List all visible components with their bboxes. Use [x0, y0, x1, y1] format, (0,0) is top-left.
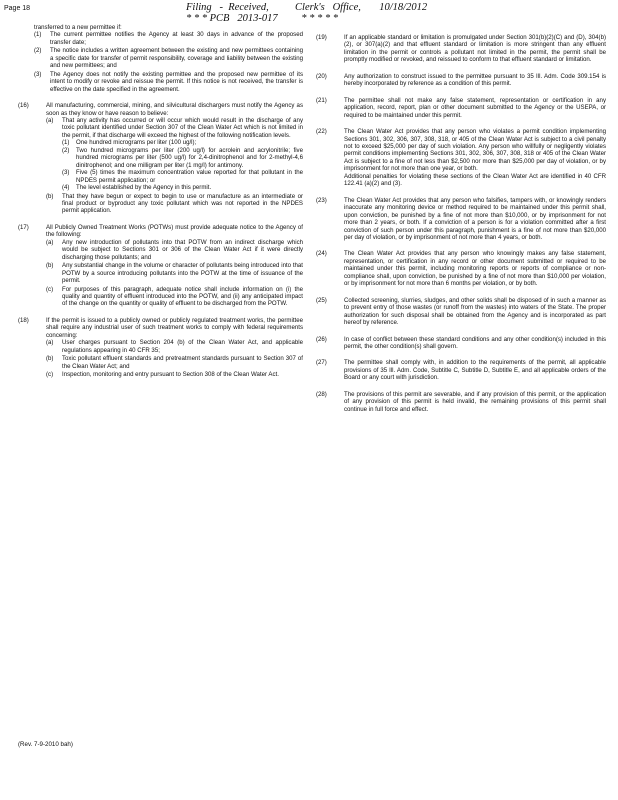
condition-16: [18, 102, 303, 215]
item-text: That any activity has occurred or will occur which would result in the discharge of any toxic pollutant identified under Section 307 of the Clean Water Act which is not limited in the permit, if that discharge will exceed the highest of the following notification levels.: [62, 116, 303, 139]
item-text: That they have begun or expect to begin to use or manufacture as an intermediate or final product or byproduct any toxic pollutant which was not reported in the NPDES permit application.: [62, 192, 303, 215]
condition-28: [316, 391, 606, 413]
item-text: The Clean Water Act provides that any person who falsifies, tampers with, or knowingly renders inaccurate any monitoring device or method required to be maintained under this permit shall, upon conviction, be punished by a fine of not more than $10,000, or by imprisonment for not more than 2 years, or both. If a conviction of a person is for a violation committed after a first conviction of such person under this paragraph, punishment is a fine of not more than $20,000 per day of violation, or by imprisonment of not more than 4 years, or both.: [344, 196, 606, 241]
item-number: (a): [46, 238, 54, 246]
condition-21: [316, 97, 606, 119]
condition-27: [316, 359, 606, 381]
item-number: (c): [46, 371, 54, 379]
item-number: (25): [316, 296, 327, 304]
condition-20: [316, 73, 606, 88]
item-number: (24): [316, 250, 327, 258]
item-text: Any substantial change in the volume or character of pollutants being introduced into that POTW by a source introducing pollutants into the POTW at the time of issuance of the permit.: [62, 262, 303, 285]
item-text: The Clean Water Act provides that any person who knowingly makes any false statement, representation, or certification in any record or other document submitted or required to be maintained under this permit, including monitoring reports or reports of compliance or non-compliance shall, upon conviction, be punished by a fine of not more than $10,000 per violation, or by imprisonment for not more than 6 months per violation, or by both.: [344, 250, 606, 288]
item-text: Inspection, monitoring and entry pursuant to Section 308 of the Clean Water Act.: [62, 371, 279, 379]
item-text: The level established by the Agency in this permit.: [76, 184, 212, 192]
item-number: (b): [46, 355, 54, 363]
condition-22: [316, 128, 606, 188]
condition-19: [316, 34, 606, 64]
item-text-additional: Additional penalties for violating these sections of the Clean Water Act are identified in 40 CFR 122.41 (a)(2) and (3).: [344, 172, 606, 188]
item-text: The Agency does not notify the existing permittee and the proposed new permittee of its intent to modify or revoke and reissue the permit. If this notice is not received, the transfer is effective on the date specified in the agreement.: [50, 70, 303, 93]
item-text: The provisions of this permit are severable, and if any provision of this permit, or the application of any provision of this permit is held invalid, the remaining provisions of this permit shall continue in full force and effect.: [344, 390, 606, 413]
item-number: (26): [316, 335, 327, 343]
item-number: (a): [46, 339, 54, 347]
filing-stamp-case: * * * PCB 2013-017 * * * * *: [186, 13, 338, 24]
list-item: [34, 47, 303, 69]
condition-18: [18, 317, 303, 379]
item-text: The permittee shall comply with, in addition to the requirements of the permit, all applicable provisions of 35 Ill. Adm. Code, Subtitle C, Subtitle D, Subtitle E, and all applicable orders of the Board or any court with jurisdiction.: [344, 359, 606, 382]
item-text: Five (5) times the maximum concentration value reported for that pollutant in the NPDES permit application; or: [76, 169, 303, 184]
list-item: [46, 239, 303, 261]
list-item: [62, 184, 303, 191]
item-number: (18): [18, 316, 29, 324]
list-item: [46, 262, 303, 284]
item-text: The current permittee notifies the Agency at least 30 days in advance of the proposed transfer date;: [50, 31, 303, 46]
transfer-list: [18, 31, 303, 93]
page-number: Page 18: [4, 5, 31, 12]
item-number: (21): [316, 96, 327, 104]
condition-23: [316, 197, 606, 242]
item-number: (c): [46, 285, 54, 293]
condition-26: [316, 336, 606, 351]
item-text: If the permit is issued to a publicly owned or publicly regulated treatment works, the permittee shall require any industrial user of such treatment works to comply with federal requirements concerning:: [46, 316, 303, 339]
right-column: [316, 18, 606, 422]
list-item: [62, 169, 303, 184]
item-text: Two hundred micrograms per liter (200 ug/l) for acrolein and acrylonitrile; five hundred micrograms per liter (500 ug/l) for 2,4-dinitrophenol and for 2-methyl-4,6 dinitrophenol; and one milligram per liter (1 mg/l) for antimony.: [76, 146, 303, 169]
list-item: [62, 139, 303, 146]
list-item: [46, 339, 303, 354]
item-number: (3): [34, 70, 42, 78]
item-text: All manufacturing, commercial, mining, and silvicultural dischargers must notify the Agency as soon as they know or have reason to believe:: [46, 102, 303, 117]
item-number: (1): [34, 31, 42, 39]
item-number: (2): [62, 146, 70, 154]
item-text: Any new introduction of pollutants into that POTW from an indirect discharge which would be subject to Sections 301 or 306 of the Clean Water Act if it were directly discharging those pollutants; and: [62, 238, 303, 261]
list-item: [62, 147, 303, 169]
left-column: [18, 18, 303, 387]
list-item: [46, 371, 303, 378]
condition-25: [316, 297, 606, 327]
item-number: (1): [62, 139, 70, 147]
item-number: (22): [316, 128, 327, 136]
item-number: (3): [62, 169, 70, 177]
item-text: Toxic pollutant effluent standards and pretreatment standards pursuant to Section 307 of the Clean Water Act; and: [62, 355, 303, 370]
item-text: User charges pursuant to Section 204 (b) of the Clean Water Act, and applicable regulations appearing in 40 CFR 35;: [62, 339, 303, 354]
item-number: (19): [316, 34, 327, 41]
item-number: (2): [34, 47, 42, 55]
item-number: (28): [316, 390, 327, 398]
list-item: [34, 71, 303, 93]
item-number: (23): [316, 196, 327, 204]
item-text: The notice includes a written agreement between the existing and new permittees containing a specific date for transfer of permit responsibility, coverage and liability between the existing and new permittees; and: [50, 47, 303, 70]
item-text: If an applicable standard or limitation is promulgated under Section 301(b)(2)(C) and (D), 304(b)(2), or 307(a)(2) and that effluent standard or limitation is more stringent than any effluent limitation in the permit or controls a pollutant not limited in the permit, the permit shall be promptly modified or revoked, and reissued to conform to that effluent standard or limitation.: [344, 34, 606, 64]
item-text: The Clean Water Act provides that any person who violates a permit condition implementing Sections 301, 302, 306, 307, 308, 318, or 405 of the Clean Water Act is subject to a civil penalty not to exceed $25,000 per day of such violation. Any person who willfully or negligently violates permit conditions implementing Sections 301, 302, 306, 307, 308, 318 or 405 of the Clean Water Act is subject to a fine of not less than $2,500 nor more than $25,000 per day of violation, or by imprisonment for not more than one year, or both.: [344, 128, 606, 173]
filing-stamp: Filing - Received, Clerk's Office, 10/18/2012: [186, 2, 428, 13]
item-number: (b): [46, 262, 54, 270]
item-text: The permittee shall not make any false statement, representation or certification in any application, record, report, plan or other document submitted to the Agency or the USEPA, or required to be maintained under this permit.: [344, 96, 606, 119]
item-number: (20): [316, 72, 327, 80]
item-text: One hundred micrograms per liter (100 ug/l);: [76, 139, 197, 147]
item-number: (4): [62, 184, 70, 192]
item-number: (16): [18, 102, 29, 110]
condition-24: [316, 250, 606, 287]
item-text: All Publicly Owned Treatment Works (POTWs) must provide adequate notice to the Agency of the following:: [46, 223, 303, 239]
continued-intro: transferred to a new permittee if:: [34, 24, 122, 31]
list-item: [34, 31, 303, 46]
item-text: Collected screening, slurries, sludges, and other solids shall be disposed of in such a manner as to prevent entry of those wastes (or runoff from the wastes) into waters of the State. The proper authorization for such disposal shall be obtained from the Agency and is incorporated as part hereof by reference.: [344, 296, 606, 327]
condition-17: [18, 224, 303, 308]
revision-note: (Rev. 7-9-2010 bah): [18, 741, 73, 748]
item-number: (27): [316, 359, 327, 367]
list-item: [46, 286, 303, 308]
list-item: [46, 193, 303, 215]
item-text: Any authorization to construct issued to the permittee pursuant to 35 Ill. Adm. Code 309.154 is hereby incorporated by reference as a condition of this permit.: [344, 72, 606, 88]
item-text: For purposes of this paragraph, adequate notice shall include information on (i) the quality and quantity of effluent introduced into the POTW, and (ii) any anticipated impact of the change on the quantity or quality of effluent to be discharged from the POTW.: [62, 285, 303, 308]
item-number: (b): [46, 192, 54, 200]
list-item: [46, 355, 303, 370]
item-number: (17): [18, 223, 29, 231]
list-item: [46, 117, 303, 192]
item-text: In case of conflict between these standard conditions and any other condition(s) included in this permit, the other condition(s) shall govern.: [344, 335, 606, 350]
item-number: (a): [46, 116, 54, 124]
